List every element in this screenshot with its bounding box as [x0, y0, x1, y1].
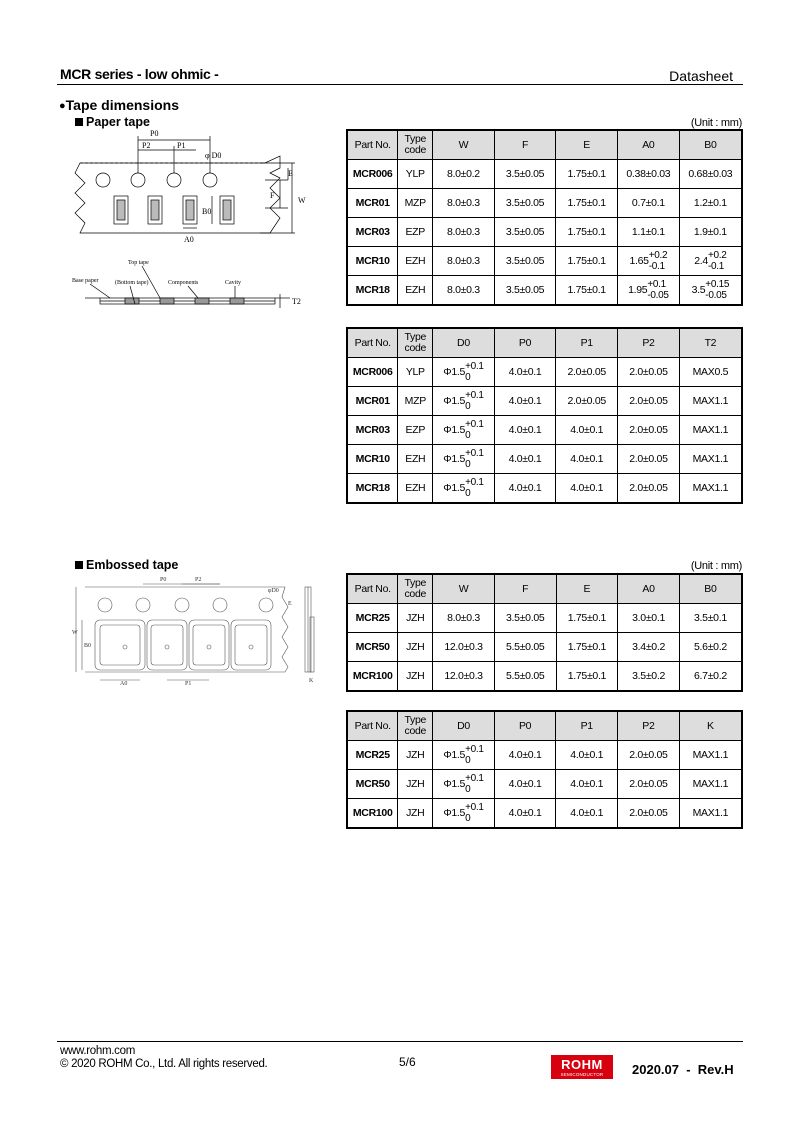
tol-plus: +0.15 — [705, 279, 730, 290]
square-bullet-icon — [75, 561, 83, 569]
tol-minus: 0 — [465, 430, 471, 441]
column-header: Part No. — [347, 711, 398, 741]
column-header: D0 — [433, 328, 495, 358]
tolerance — [465, 477, 484, 499]
cell-p2: 2.0±0.05 — [618, 387, 680, 416]
logo-sub-text: SEMICONDUCTOR — [560, 1072, 604, 1077]
footer-url[interactable]: www.rohm.com — [60, 1045, 135, 1057]
page-number: 5/6 — [399, 1055, 416, 1069]
tol-plus: +0.1 — [465, 477, 484, 488]
cell-a0 — [617, 276, 679, 306]
tolerance — [465, 390, 484, 412]
cell-p1: 4.0±0.1 — [556, 799, 618, 829]
type-code: JZH — [398, 741, 433, 770]
doc-title: MCR series - low ohmic - — [60, 66, 219, 82]
type-code: JZH — [398, 662, 433, 692]
table-row — [347, 358, 742, 387]
table-row — [347, 770, 742, 799]
tolerance — [649, 250, 668, 272]
part-number: MCR100 — [347, 662, 398, 692]
part-number: MCR50 — [347, 633, 398, 662]
type-code: EZH — [398, 276, 433, 306]
cell-e: 1.75±0.1 — [556, 160, 618, 189]
type-code: MZP — [398, 189, 433, 218]
paper-label-e: E — [288, 169, 293, 178]
paper-label-w: W — [298, 196, 306, 205]
table-row — [347, 160, 742, 189]
base-value: Φ1.5 — [443, 481, 466, 494]
cell-e: 1.75±0.1 — [556, 604, 618, 633]
part-number: MCR01 — [347, 387, 398, 416]
cell-t2: MAX1.1 — [679, 445, 742, 474]
cell-t2: MAX1.1 — [679, 416, 742, 445]
cell-p0: 4.0±0.1 — [494, 770, 556, 799]
table-row — [347, 662, 742, 692]
embossed-label-a0: A0 — [120, 681, 128, 687]
cell-a0: 3.0±0.1 — [618, 604, 680, 633]
cell-e: 1.75±0.1 — [556, 662, 618, 692]
column-header: E — [556, 574, 618, 604]
cell-d0 — [433, 799, 495, 829]
section-title-text: Tape dimensions — [65, 97, 179, 113]
type-code: EZP — [398, 416, 433, 445]
tol-minus: 0 — [465, 401, 471, 412]
table-row — [347, 445, 742, 474]
table-row — [347, 633, 742, 662]
cell-d0 — [433, 445, 495, 474]
cell-p1: 4.0±0.1 — [556, 416, 618, 445]
column-header: T2 — [679, 328, 742, 358]
section-title — [59, 97, 179, 113]
part-number: MCR006 — [347, 358, 398, 387]
tolerance — [708, 250, 727, 272]
column-header: K — [679, 711, 742, 741]
cell-e: 1.75±0.1 — [556, 276, 618, 306]
paper-label-p1: P1 — [177, 141, 186, 150]
tol-minus: 0 — [465, 813, 471, 824]
table-header-row — [347, 130, 742, 160]
paper-tape-table-dimensions — [346, 129, 743, 306]
base-value: 1.95 — [628, 283, 648, 296]
column-header: D0 — [433, 711, 495, 741]
part-number: MCR03 — [347, 218, 398, 247]
cell-a0: 3.5±0.2 — [618, 662, 680, 692]
cell-e: 1.75±0.1 — [556, 189, 618, 218]
part-number: MCR03 — [347, 416, 398, 445]
embossed-label-p1: P1 — [185, 681, 192, 687]
tol-minus: 0 — [465, 372, 471, 383]
cell-f: 5.5±0.05 — [494, 662, 556, 692]
cell-d0 — [433, 387, 495, 416]
cell-e: 1.75±0.1 — [556, 218, 618, 247]
paper-label-bottom-tape: (Bottom tape) — [115, 280, 149, 286]
type-code: JZH — [398, 770, 433, 799]
embossed-label-b0: B0 — [84, 643, 92, 649]
column-header: Type code — [398, 711, 433, 741]
type-code: JZH — [398, 799, 433, 829]
doc-type-label: Datasheet — [669, 68, 733, 84]
paper-label-top-tape: Top tape — [128, 260, 149, 266]
tol-plus: +0.1 — [465, 448, 484, 459]
tol-minus: 0 — [465, 488, 471, 499]
part-number: MCR50 — [347, 770, 398, 799]
cell-e: 1.75±0.1 — [556, 633, 618, 662]
cell-w: 8.0±0.2 — [433, 160, 495, 189]
type-code: JZH — [398, 633, 433, 662]
column-header: Part No. — [347, 574, 398, 604]
column-header: A0 — [617, 130, 679, 160]
embossed-unit-label: (Unit : mm) — [690, 560, 742, 572]
tolerance — [465, 419, 484, 441]
cell-f: 3.5±0.05 — [494, 247, 556, 276]
table-row — [347, 276, 742, 306]
cell-w: 8.0±0.3 — [433, 218, 495, 247]
footer-copyright: © 2020 ROHM Co., Ltd. All rights reserved. — [60, 1058, 268, 1070]
base-value: 2.4 — [694, 254, 708, 267]
tolerance — [465, 448, 484, 470]
table-header-row — [347, 711, 742, 741]
paper-tape-title — [75, 115, 150, 129]
embossed-label-k: K — [309, 678, 314, 684]
tol-minus: 0 — [465, 459, 471, 470]
cell-p1: 2.0±0.05 — [556, 387, 618, 416]
column-header: W — [433, 574, 495, 604]
type-code: EZH — [398, 445, 433, 474]
part-number: MCR006 — [347, 160, 398, 189]
cell-w: 8.0±0.3 — [433, 189, 495, 218]
cell-w: 12.0±0.3 — [433, 662, 495, 692]
table-row — [347, 474, 742, 504]
cell-a0: 3.4±0.2 — [618, 633, 680, 662]
tol-plus: +0.1 — [465, 419, 484, 430]
cell-b0 — [679, 247, 742, 276]
embossed-label-p2: P2 — [195, 577, 202, 583]
column-header: E — [556, 130, 618, 160]
embossed-tape-title — [75, 558, 178, 572]
cell-p2: 2.0±0.05 — [618, 445, 680, 474]
column-header: Type code — [398, 328, 433, 358]
part-number: MCR18 — [347, 474, 398, 504]
column-header: P2 — [618, 711, 680, 741]
cell-p0: 4.0±0.1 — [494, 741, 556, 770]
type-code: YLP — [398, 358, 433, 387]
tol-plus: +0.1 — [465, 802, 484, 813]
type-code: MZP — [398, 387, 433, 416]
cell-f: 3.5±0.05 — [494, 218, 556, 247]
cell-b0: 0.68±0.03 — [679, 160, 742, 189]
table-row — [347, 604, 742, 633]
type-code: EZH — [398, 474, 433, 504]
cell-d0 — [433, 741, 495, 770]
base-value: Φ1.5 — [443, 748, 466, 761]
column-header: Part No. — [347, 130, 398, 160]
cell-f: 3.5±0.05 — [494, 189, 556, 218]
column-header: W — [433, 130, 495, 160]
cell-k: MAX1.1 — [679, 770, 742, 799]
paper-label-components: Components — [168, 280, 199, 286]
bullet-icon: ● — [59, 100, 66, 112]
column-header: B0 — [679, 574, 742, 604]
cell-b0: 1.2±0.1 — [679, 189, 742, 218]
cell-f: 3.5±0.05 — [494, 160, 556, 189]
embossed-tape-table-dimensions — [346, 573, 743, 692]
tol-plus: +0.2 — [707, 250, 727, 261]
cell-b0: 6.7±0.2 — [679, 662, 742, 692]
cell-w: 8.0±0.3 — [433, 604, 495, 633]
paper-label-t2: T2 — [292, 297, 301, 306]
base-value: Φ1.5 — [443, 806, 466, 819]
cell-p2: 2.0±0.05 — [618, 799, 680, 829]
base-value: Φ1.5 — [443, 394, 466, 407]
cell-b0: 5.6±0.2 — [679, 633, 742, 662]
part-number: MCR100 — [347, 799, 398, 829]
column-header: F — [494, 574, 556, 604]
embossed-label-e: E — [288, 601, 292, 607]
cell-w: 8.0±0.3 — [433, 247, 495, 276]
base-value: Φ1.5 — [443, 365, 466, 378]
cell-w: 12.0±0.3 — [433, 633, 495, 662]
tol-minus: 0 — [465, 784, 471, 795]
column-header: B0 — [679, 130, 742, 160]
tol-plus: +0.1 — [465, 744, 484, 755]
table-row — [347, 741, 742, 770]
tol-minus: -0.05 — [705, 290, 727, 301]
paper-label-base-paper: Base paper — [72, 278, 99, 284]
embossed-tape-diagram — [70, 572, 325, 687]
table-row — [347, 799, 742, 829]
base-value: 1.65 — [629, 254, 649, 267]
cell-p2: 2.0±0.05 — [618, 770, 680, 799]
tolerance — [465, 802, 484, 824]
cell-p0: 4.0±0.1 — [494, 387, 556, 416]
paper-label-b0: B0 — [202, 207, 212, 216]
column-header: Type code — [398, 574, 433, 604]
tol-plus: +0.1 — [465, 361, 484, 372]
type-code: YLP — [398, 160, 433, 189]
cell-p0: 4.0±0.1 — [494, 445, 556, 474]
footer-divider — [57, 1041, 743, 1042]
table-row — [347, 247, 742, 276]
part-number: MCR25 — [347, 741, 398, 770]
cell-b0 — [679, 276, 742, 306]
paper-label-p2: P2 — [142, 141, 151, 150]
paper-unit-label: (Unit : mm) — [690, 117, 742, 129]
tolerance — [465, 361, 484, 383]
column-header: A0 — [618, 574, 680, 604]
part-number: MCR10 — [347, 247, 398, 276]
tolerance — [705, 279, 729, 301]
header-divider — [57, 84, 743, 85]
rohm-logo — [551, 1055, 613, 1079]
tol-minus: -0.1 — [648, 261, 665, 272]
cell-f: 3.5±0.05 — [494, 604, 556, 633]
paper-tape-diagram — [70, 128, 335, 318]
part-number: MCR18 — [347, 276, 398, 306]
column-header: P0 — [494, 711, 556, 741]
tol-minus: -0.1 — [707, 261, 724, 272]
tol-minus: 0 — [465, 755, 471, 766]
square-bullet-icon — [75, 118, 83, 126]
cell-w: 8.0±0.3 — [433, 276, 495, 306]
paper-label-p0: P0 — [150, 129, 159, 138]
paper-tape-table-pitch — [346, 327, 743, 504]
embossed-tape-title-text: Embossed tape — [86, 558, 179, 572]
cell-p0: 4.0±0.1 — [494, 799, 556, 829]
cell-d0 — [433, 474, 495, 504]
table-header-row — [347, 328, 742, 358]
column-header: F — [494, 130, 556, 160]
cell-a0 — [617, 247, 679, 276]
paper-label-cavity: Cavity — [225, 280, 241, 286]
paper-label-f: F — [270, 191, 275, 200]
cell-f: 3.5±0.05 — [494, 276, 556, 306]
column-header: P2 — [618, 328, 680, 358]
embossed-label-d0: φD0 — [268, 588, 279, 594]
cell-a0: 0.38±0.03 — [617, 160, 679, 189]
column-header: Type code — [398, 130, 433, 160]
tolerance — [465, 773, 484, 795]
base-value: 3.5 — [691, 283, 706, 296]
table-row — [347, 387, 742, 416]
tol-plus: +0.2 — [648, 250, 668, 261]
part-number: MCR01 — [347, 189, 398, 218]
embossed-tape-table-pitch — [346, 710, 743, 829]
cell-k: MAX1.1 — [679, 799, 742, 829]
cell-d0 — [433, 358, 495, 387]
cell-p1: 2.0±0.05 — [556, 358, 618, 387]
tol-plus: +0.1 — [647, 279, 666, 290]
column-header: Part No. — [347, 328, 398, 358]
cell-p2: 2.0±0.05 — [618, 741, 680, 770]
cell-p1: 4.0±0.1 — [556, 474, 618, 504]
base-value: Φ1.5 — [443, 423, 466, 436]
cell-p1: 4.0±0.1 — [556, 445, 618, 474]
tol-plus: +0.1 — [465, 773, 484, 784]
cell-p2: 2.0±0.05 — [618, 474, 680, 504]
base-value: Φ1.5 — [443, 777, 466, 790]
cell-d0 — [433, 416, 495, 445]
part-number: MCR25 — [347, 604, 398, 633]
tol-minus: -0.05 — [647, 290, 669, 301]
cell-p2: 2.0±0.05 — [618, 416, 680, 445]
logo-main-text: ROHM — [561, 1057, 603, 1072]
cell-b0: 1.9±0.1 — [679, 218, 742, 247]
type-code: EZP — [398, 218, 433, 247]
cell-t2: MAX0.5 — [679, 358, 742, 387]
table-header-row — [347, 574, 742, 604]
paper-tape-title-text: Paper tape — [86, 115, 150, 129]
paper-label-a0: A0 — [184, 235, 194, 244]
cell-p1: 4.0±0.1 — [556, 741, 618, 770]
type-code: EZH — [398, 247, 433, 276]
column-header: P1 — [556, 328, 618, 358]
base-value: Φ1.5 — [443, 452, 466, 465]
tol-plus: +0.1 — [465, 390, 484, 401]
cell-k: MAX1.1 — [679, 741, 742, 770]
cell-a0: 0.7±0.1 — [617, 189, 679, 218]
cell-t2: MAX1.1 — [679, 387, 742, 416]
cell-p2: 2.0±0.05 — [618, 358, 680, 387]
table-row — [347, 218, 742, 247]
embossed-label-w: W — [72, 630, 78, 636]
cell-a0: 1.1±0.1 — [617, 218, 679, 247]
cell-p0: 4.0±0.1 — [494, 474, 556, 504]
cell-d0 — [433, 770, 495, 799]
cell-e: 1.75±0.1 — [556, 247, 618, 276]
table-row — [347, 189, 742, 218]
cell-t2: MAX1.1 — [679, 474, 742, 504]
type-code: JZH — [398, 604, 433, 633]
cell-b0: 3.5±0.1 — [679, 604, 742, 633]
revision-label: 2020.07 - Rev.H — [632, 1062, 734, 1077]
paper-label-d0: φ D0 — [205, 151, 222, 160]
column-header: P0 — [494, 328, 556, 358]
tolerance — [465, 744, 484, 766]
table-row — [347, 416, 742, 445]
cell-f: 5.5±0.05 — [494, 633, 556, 662]
tolerance — [647, 279, 668, 301]
embossed-label-p0: P0 — [160, 577, 167, 583]
column-header: P1 — [556, 711, 618, 741]
cell-p0: 4.0±0.1 — [494, 416, 556, 445]
cell-p1: 4.0±0.1 — [556, 770, 618, 799]
cell-p0: 4.0±0.1 — [494, 358, 556, 387]
part-number: MCR10 — [347, 445, 398, 474]
